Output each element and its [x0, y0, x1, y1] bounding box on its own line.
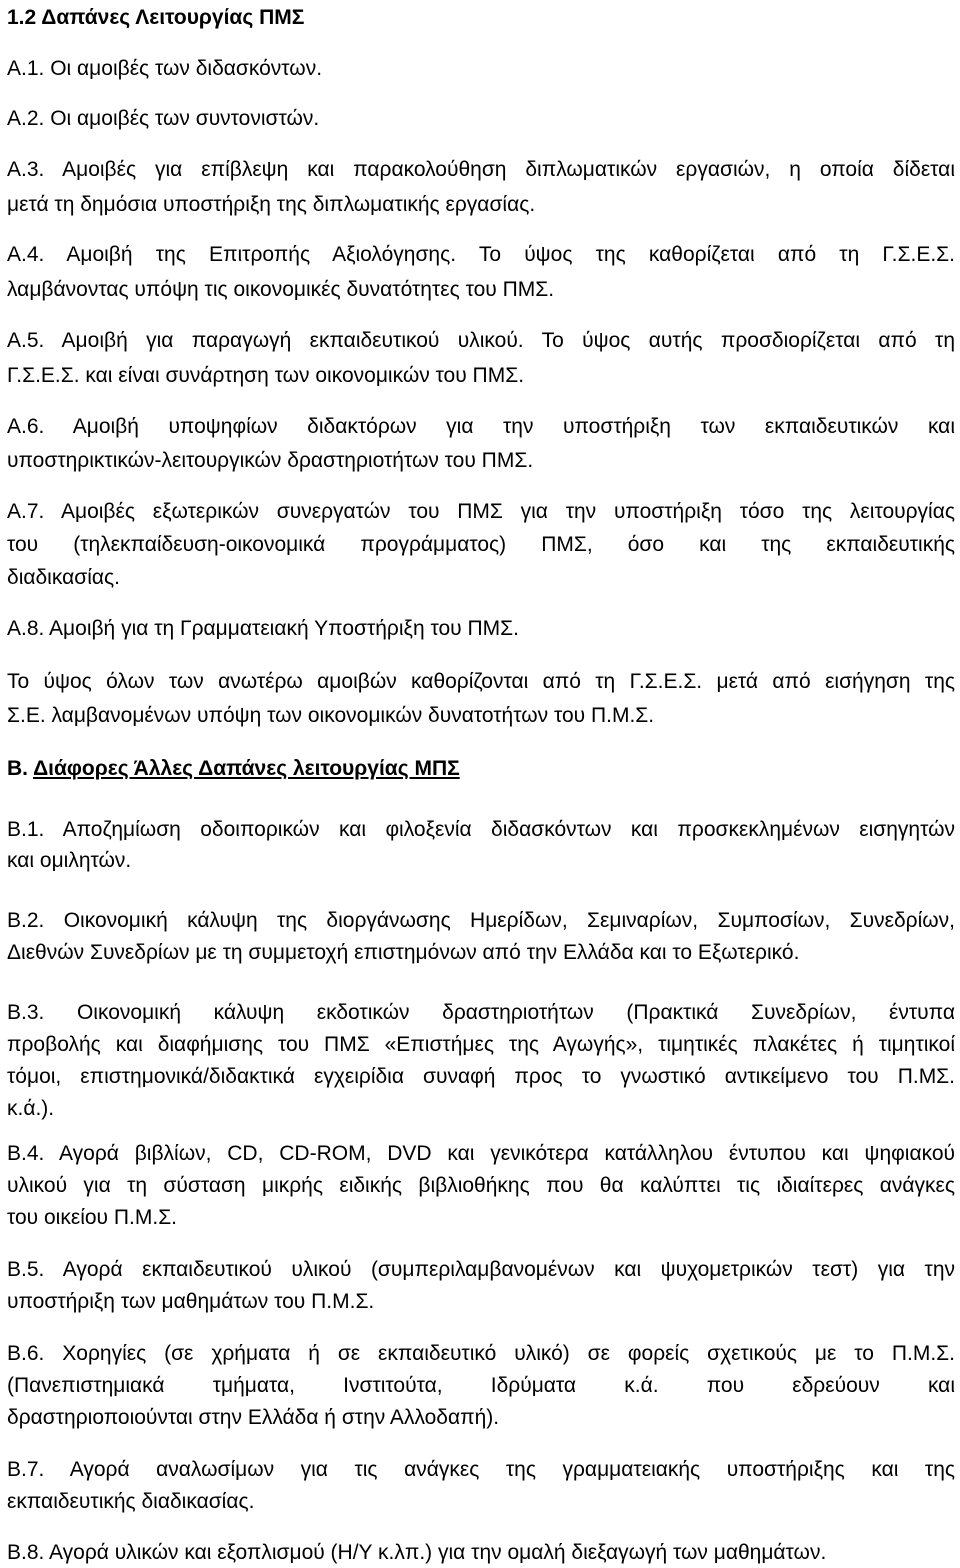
item-a6-line1: Α.6. Αμοιβή υποψηφίων διδακτόρων για την υποστήριξη των εκπαιδευτικών και [7, 415, 955, 438]
item-b5-line2: υποστήριξη των μαθημάτων του Π.Μ.Σ. [7, 1290, 375, 1313]
section-heading-b-prefix: Β. [7, 757, 34, 780]
fees-note-line1: Το ύψος όλων των ανωτέρω αμοιβών καθορίζονται από τη Γ.Σ.Ε.Σ. μετά από εισήγηση της [7, 670, 955, 693]
item-b8: Β.8. Αγορά υλικών και εξοπλισμού (Η/Υ κ.λπ.) για την ομαλή διεξαγωγή των μαθημάτων. [7, 1541, 827, 1564]
item-a4-line1: Α.4. Αμοιβή της Επιτροπής Αξιολόγησης. Το ύψος της καθορίζεται από τη Γ.Σ.Ε.Σ. [7, 243, 955, 266]
item-b4-line2: υλικού για τη σύσταση μικρής ειδικής βιβλιοθήκης που θα καλύπτει τις ιδιαίτερες ανάγκες [7, 1174, 955, 1197]
item-b3-line3: τόμοι, επιστημονικά/διδακτικά εγχειρίδια συναφή προς το γνωστικό αντικείμενο του Π.ΜΣ. [7, 1065, 955, 1088]
item-a5-line1: Α.5. Αμοιβή για παραγωγή εκπαιδευτικού υλικού. Το ύψος αυτής προσδιορίζεται από τη [7, 329, 955, 352]
item-a7-line2: του (τηλεκπαίδευση-οικονομικά προγράμματος) ΠΜΣ, όσο και της εκπαιδευτικής [7, 533, 955, 556]
item-b1-line1: Β.1. Αποζημίωση οδοιπορικών και φιλοξενία διδασκόντων και προσκεκλημένων εισηγητών [7, 818, 955, 841]
section-heading-1-2: 1.2 Δαπάνες Λειτουργίας ΠΜΣ [7, 6, 305, 29]
item-a1: Α.1. Οι αμοιβές των διδασκόντων. [7, 57, 323, 80]
item-b1-line2: και ομιλητών. [7, 849, 132, 872]
fees-note-line2: Σ.Ε. λαμβανομένων υπόψη των οικονομικών δυνατοτήτων του Π.Μ.Σ. [7, 704, 655, 727]
item-b3-line1: Β.3. Οικονομική κάλυψη εκδοτικών δραστηριοτήτων (Πρακτικά Συνεδρίων, έντυπα [7, 1001, 955, 1024]
item-a8: Α.8. Αμοιβή για τη Γραμματειακή Υποστήριξη του ΠΜΣ. [7, 617, 519, 640]
item-a7-line3: διαδικασίας. [7, 566, 120, 589]
item-a5-line2: Γ.Σ.Ε.Σ. και είναι συνάρτηση των οικονομικών του ΠΜΣ. [7, 364, 525, 387]
item-a2: Α.2. Οι αμοιβές των συντονιστών. [7, 107, 320, 130]
item-a4-line2: λαμβάνοντας υπόψη τις οικονομικές δυνατότητες του ΠΜΣ. [7, 278, 555, 301]
item-b7-line1: Β.7. Αγορά αναλωσίμων για τις ανάγκες της γραμματειακής υποστήριξης και της [7, 1458, 955, 1481]
item-b2-line2: Διεθνών Συνεδρίων με τη συμμετοχή επιστημόνων από την Ελλάδα και το Εξωτερικό. [7, 941, 800, 964]
item-b7-line2: εκπαιδευτικής διαδικασίας. [7, 1490, 255, 1513]
item-a3-line1: Α.3. Αμοιβές για επίβλεψη και παρακολούθηση διπλωματικών εργασιών, η οποία δίδεται [7, 158, 955, 181]
item-b6-line1: Β.6. Χορηγίες (σε χρήματα ή σε εκπαιδευτικό υλικό) σε φορείς σχετικούς με το Π.Μ.Σ. [7, 1342, 955, 1365]
item-a7-line1: Α.7. Αμοιβές εξωτερικών συνεργατών του ΠΜΣ για την υποστήριξη τόσο της λειτουργίας [7, 500, 955, 523]
section-heading-b [7, 754, 955, 784]
item-b6-line3: δραστηριοποιούνται στην Ελλάδα ή στην Αλλοδαπή). [7, 1406, 500, 1429]
item-b4-line1: Β.4. Αγορά βιβλίων, CD, CD-ROM, DVD και γενικότερα κατάλληλου έντυπου και ψηφιακού [7, 1142, 955, 1165]
item-b3-line4: κ.ά.). [7, 1097, 55, 1120]
item-b5-line1: Β.5. Αγορά εκπαιδευτικού υλικού (συμπεριλαμβανομένων και ψυχομετρικών τεστ) για την [7, 1258, 955, 1281]
item-a6-line2: υποστηρικτικών-λειτουργικών δραστηριοτήτων του ΠΜΣ. [7, 449, 534, 472]
item-b3-line2: προβολής και διαφήμισης του ΠΜΣ «Επιστήμες της Αγωγής», τιμητικές πλακέτες ή τιμητικοί [7, 1033, 955, 1056]
section-heading-b-title: Διάφορες Άλλες Δαπάνες λειτουργίας ΜΠΣ [33, 757, 460, 780]
item-b6-line2: (Πανεπιστημιακά τμήματα, Ινστιτούτα, Ιδρύματα κ.ά. που εδρεύουν και [7, 1374, 955, 1397]
item-b2-line1: Β.2. Οικονομική κάλυψη της διοργάνωσης Ημερίδων, Σεμιναρίων, Συμποσίων, Συνεδρίων, [7, 909, 955, 932]
item-a3-line2: μετά τη δημόσια υποστήριξη της διπλωματικής εργασίας. [7, 193, 536, 216]
item-b4-line3: του οικείου Π.Μ.Σ. [7, 1206, 178, 1229]
